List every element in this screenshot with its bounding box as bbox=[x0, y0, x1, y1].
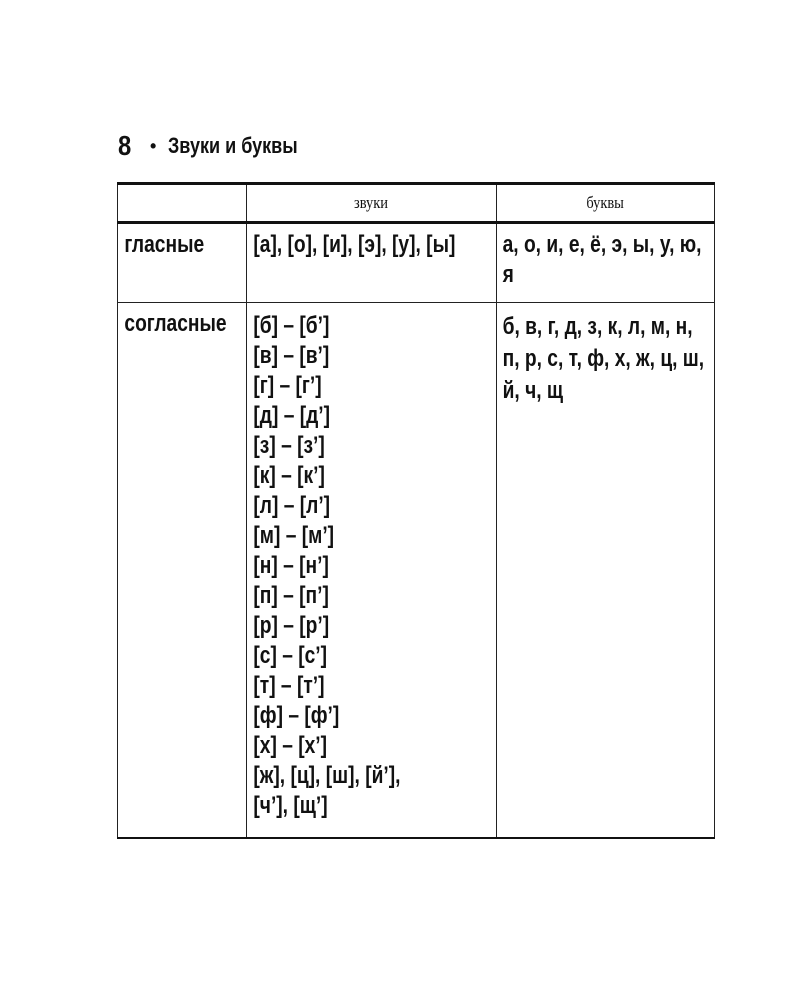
row-label-cell bbox=[118, 303, 247, 838]
sounds-cell-vowels bbox=[247, 223, 497, 303]
consonant-letters-text: б, в, г, д, з, к, л, м, н, п, р, с, т, ф, х, ж, ц, ш, й, ч, щ bbox=[502, 313, 705, 404]
table-row-vowels bbox=[118, 223, 715, 303]
consonant-sound-pair: [в] – [в’] bbox=[253, 342, 330, 369]
consonant-sounds-list bbox=[247, 303, 446, 821]
header-cell-sounds: звуки bbox=[247, 184, 497, 223]
consonant-sound-pair: [м] – [м’] bbox=[253, 522, 335, 549]
consonant-sound-pair: [с] – [с’] bbox=[253, 642, 328, 669]
consonant-sound-pair: [б] – [б’] bbox=[253, 312, 330, 339]
sounds-letters-table bbox=[117, 182, 715, 839]
consonant-sound-pair: [х] – [х’] bbox=[253, 732, 328, 759]
unpaired-consonants-line: [ч’], [щ’] bbox=[253, 792, 328, 819]
row-label-cell bbox=[118, 223, 247, 303]
consonant-sound-pair: [н] – [н’] bbox=[253, 552, 329, 579]
section-title: Звуки и буквы bbox=[168, 133, 298, 158]
unpaired-consonants-line: [ж], [ц], [ш], [й’], bbox=[253, 762, 401, 789]
consonant-sound-pair: [п] – [п’] bbox=[253, 582, 329, 609]
header-bullet: • bbox=[150, 135, 157, 156]
consonant-sound-pair: [л] – [л’] bbox=[253, 492, 331, 519]
letters-cell-consonants bbox=[497, 303, 715, 838]
vowel-sounds-text: [а], [о], [и], [э], [у], [ы] bbox=[253, 231, 456, 258]
consonant-sound-pair: [ф] – [ф’] bbox=[253, 702, 340, 729]
consonant-sound-pair: [з] – [з’] bbox=[253, 432, 325, 459]
table-header-row bbox=[118, 184, 715, 223]
page-header bbox=[118, 128, 326, 164]
vowel-letters-text: а, о, и, е, ё, э, ы, у, ю, я bbox=[502, 231, 702, 288]
row-label-vowels: гласные bbox=[124, 231, 205, 258]
header-cell-letters: буквы bbox=[497, 184, 715, 223]
consonant-sound-pair: [г] – [г’] bbox=[253, 372, 322, 399]
table-row-consonants bbox=[118, 303, 715, 838]
consonant-sound-pair: [д] – [д’] bbox=[253, 402, 331, 429]
consonant-sound-pair: [р] – [р’] bbox=[253, 612, 330, 639]
sounds-cell-consonants bbox=[247, 303, 497, 838]
header-cell-empty bbox=[118, 184, 247, 223]
row-label-consonants: согласные bbox=[124, 310, 227, 337]
letters-cell-vowels bbox=[497, 223, 715, 303]
page-number: 8 bbox=[118, 130, 132, 161]
consonant-sound-pair: [к] – [к’] bbox=[253, 462, 325, 489]
consonant-sound-pair: [т] – [т’] bbox=[253, 672, 325, 699]
